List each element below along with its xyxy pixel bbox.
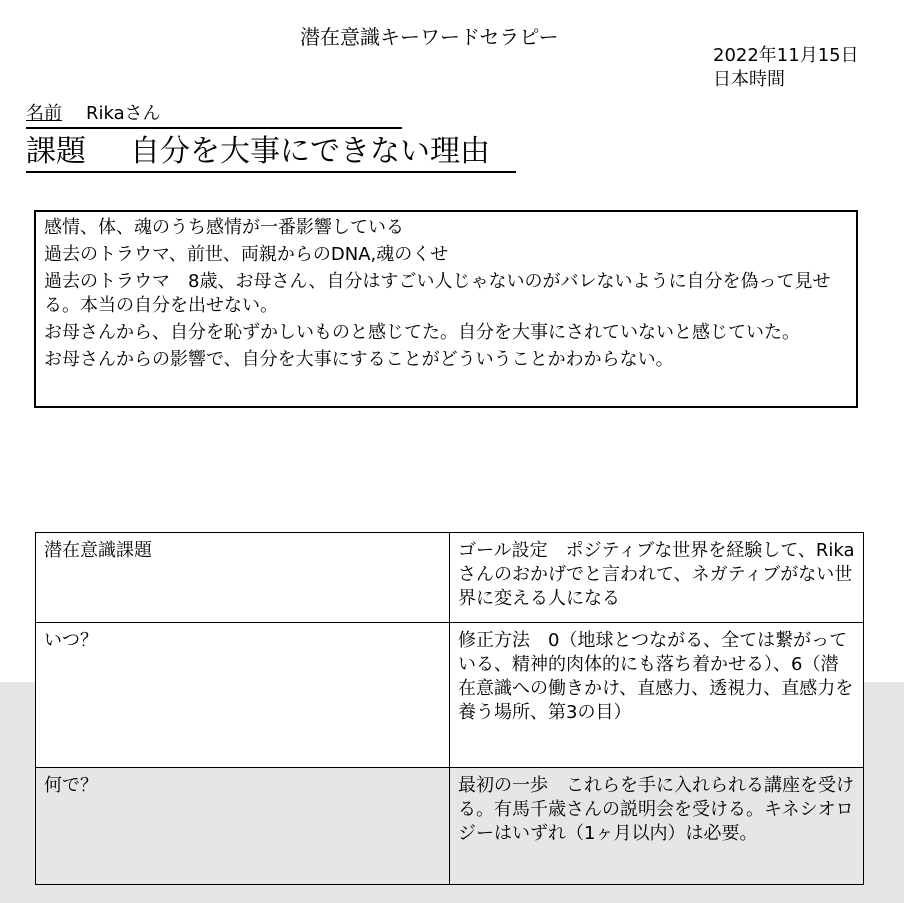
date-block <box>713 44 859 92</box>
name-label: 名前 <box>26 103 62 124</box>
note-line: 過去のトラウマ 8歳、お母さん、自分はすごい人じゃないのがバレないように自分を偽って見せる。本当の自分を出せない。 <box>44 271 831 316</box>
topic-value: 自分を大事にできない理由 <box>130 134 490 169</box>
document-title: 潜在意識キーワードセラピー <box>300 25 559 49</box>
date-text: 2022年11月15日 <box>713 45 859 66</box>
topic-label: 課題 <box>26 134 86 169</box>
note-line: 過去のトラウマ、前世、両親からのDNA,魂のくせ <box>44 244 449 265</box>
timezone-text: 日本時間 <box>713 69 785 90</box>
table-cell-right: 修正方法 0（地球とつながる、全ては繋がっている、精神的肉体的にも落ち着かせる）、6（潜在意識への働きかけ、直感力、透視力、直感力を養う場所、第3の目） <box>450 623 864 768</box>
table-row <box>36 533 864 623</box>
table-cell-right: 最初の一歩 これらを手に入れられる講座を受ける。有馬千歳さんの説明会を受ける。キネシオロジーはいずれ（1ヶ月以内）は必要。 <box>450 768 864 885</box>
topic-line <box>26 133 516 173</box>
summary-table <box>35 532 864 885</box>
table-row <box>36 768 864 885</box>
table-row <box>36 623 864 768</box>
name-value: Rikaさん <box>86 103 161 124</box>
table-cell-left: いつ？ <box>36 623 450 768</box>
table-cell-right: ゴール設定 ポジティブな世界を経験して、Rikaさんのおかげでと言われて、ネガティブがない世界に変える人になる <box>450 533 864 623</box>
note-line: 感情、体、魂のうち感情が一番影響している <box>44 217 404 238</box>
note-line: お母さんから、自分を恥ずかしいものと感じてた。自分を大事にされていないと感じていた。 <box>44 322 800 343</box>
notes-box <box>34 210 858 408</box>
client-name-line <box>26 103 402 129</box>
table-cell-left: 何で？ <box>36 768 450 885</box>
table-cell-left: 潜在意識課題 <box>36 533 450 623</box>
note-line: お母さんからの影響で、自分を大事にすることがどういうことかわからない。 <box>44 349 674 370</box>
